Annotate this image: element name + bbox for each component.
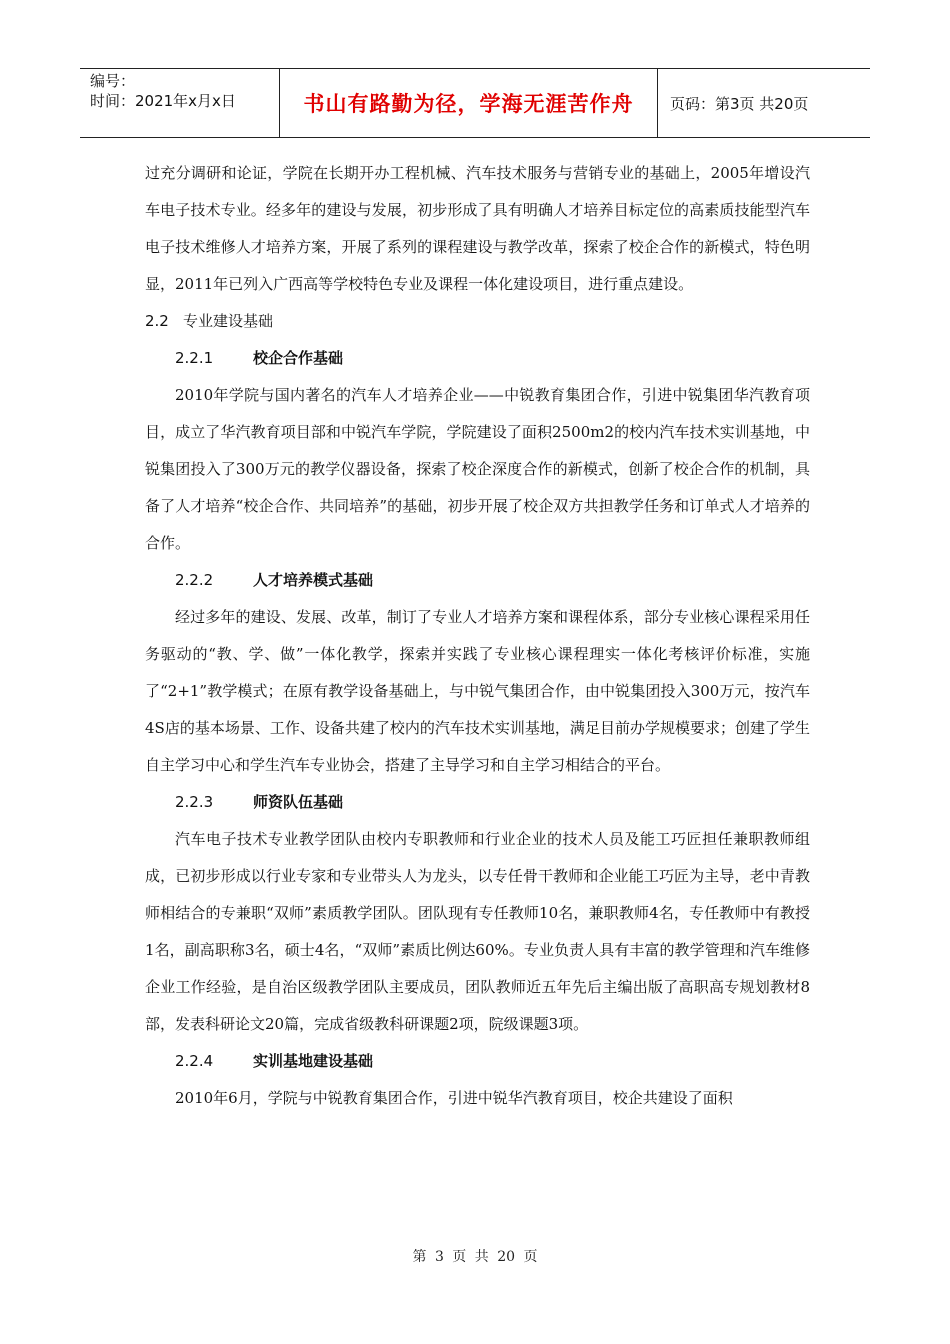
header-page-code: 页码：第3页 共20页 [670,94,809,113]
subsection-title: 校企合作基础 [253,349,344,367]
paragraph-2-2-1: 2010年学院与国内著名的汽车人才培养企业——中锐教育集团合作，引进中锐集团华汽教育项目，成立了华汽教育项目部和中锐汽车学院，学院建设了面积2500m2的校内汽车技术实训基地，中锐集团投入了300万元的教学仪器设备，探索了校企深度合作的新模式，创新了校企合作的机制，具备了人才培养“校企合作、共同培养”的基础，初步开展了校企双方共担教学任务和订单式人才培养的合作。 [145,386,810,552]
number-label: 编号： [90,72,136,90]
subsection-number: 2.2.4 [175,1052,214,1070]
section-title: 专业建设基础 [183,312,274,330]
subsection-heading-2-2-3 [145,784,810,821]
subsection-title: 实训基地建设基础 [253,1052,374,1070]
section-heading-2-2 [145,303,810,340]
subsection-number: 2.2.2 [175,571,214,589]
time-label: 时间：2021年x月x日 [90,92,236,110]
subsection-number: 2.2.1 [175,349,214,367]
header-motto: 书山有路勤为径，学海无涯苦作舟 [303,92,634,116]
header-motto-cell [280,69,658,137]
subsection-heading-2-2-2 [145,562,810,599]
document-body [145,155,810,1117]
subsection-title: 师资队伍基础 [253,793,344,811]
intro-paragraph: 过充分调研和论证，学院在长期开办工程机械、汽车技术服务与营销专业的基础上，2005年增设汽车电子技术专业。经多年的建设与发展，初步形成了具有明确人才培养目标定位的高素质技能型汽车电子技术维修人才培养方案，开展了系列的课程建设与教学改革，探索了校企合作的新模式，特色明显，2011年已列入广西高等学校特色专业及课程一体化建设项目，进行重点建设。 [145,164,810,293]
subsection-title: 人才培养模式基础 [253,571,374,589]
subsection-heading-2-2-4 [145,1043,810,1080]
page-footer: 第 3 页 共 20 页 [412,1249,538,1265]
paragraph-2-2-2: 经过多年的建设、发展、改革，制订了专业人才培养方案和课程体系，部分专业核心课程采用任务驱动的“教、学、做”一体化教学，探索并实践了专业核心课程理实一体化考核评价标准，实施了“2+1”教学模式；在原有教学设备基础上，与中锐气集团合作，由中锐集团投入300万元，按汽车4S店的基本场景、工作、设备共建了校内的汽车技术实训基地，满足目前办学规模要求；创建了学生自主学习中心和学生汽车专业协会，搭建了主导学习和自主学习相结合的平台。 [145,608,810,774]
page-header [80,68,870,138]
subsection-heading-2-2-1 [145,340,810,377]
paragraph-2-2-4: 2010年6月，学院与中锐教育集团合作，引进中锐华汽教育项目，校企共建设了面积 [175,1089,733,1107]
subsection-number: 2.2.3 [175,793,214,811]
header-meta [80,69,280,137]
section-number: 2.2 [145,312,169,330]
paragraph-2-2-3: 汽车电子技术专业教学团队由校内专职教师和行业企业的技术人员及能工巧匠担任兼职教师组成，已初步形成以行业专家和专业带头人为龙头，以专任骨干教师和企业能工巧匠为主导，老中青教师相结合的专兼职“双师”素质教学团队。团队现有专任教师10名，兼职教师4名，专任教师中有教授1名，副高职称3名，硕士4名，“双师”素质比例达60%。专业负责人具有丰富的教学管理和汽车维修企业工作经验，是自治区级教学团队主要成员，团队教师近五年先后主编出版了高职高专规划教材8部，发表科研论文20篇，完成省级教科研课题2项，院级课题3项。 [145,830,810,1033]
